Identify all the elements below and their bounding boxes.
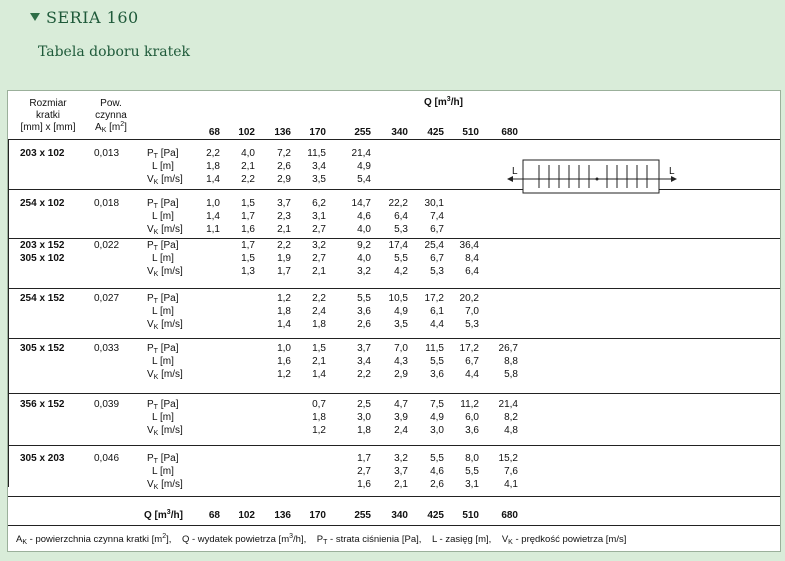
pressure-loss-label: $P_T$ [Pa] bbox=[147, 453, 179, 465]
value-cell: 17,2 bbox=[424, 293, 444, 304]
value-cell: 7,0 bbox=[394, 343, 408, 354]
value-cell: 2,7 bbox=[312, 224, 326, 235]
value-cell: 6,4 bbox=[465, 266, 479, 277]
value-cell: 6,0 bbox=[465, 412, 479, 423]
value-cell: 30,1 bbox=[424, 198, 444, 209]
value-cell: 25,4 bbox=[424, 240, 444, 251]
velocity-label: $V_K$ [m/s] bbox=[147, 425, 183, 437]
pressure-loss-label: $P_T$ [Pa] bbox=[147, 343, 179, 355]
legend: $A_K$ - powierzchnia czynna kratki $[m^2]$, Q - wydatek powietrza $[m^3/h]$, $P_T$ - strata ciśnienia [Pa], L - zasięg [m], $V_K$ - prędkość powietrza [m/s] bbox=[16, 533, 627, 546]
area-head-unit: $A_K$ $[m^2]$ bbox=[95, 121, 127, 134]
value-cell: 7,6 bbox=[504, 466, 518, 477]
grille-size: 203 x 152 bbox=[20, 240, 65, 251]
grille-size: 203 x 102 bbox=[20, 148, 65, 159]
grille-size: 305 x 203 bbox=[20, 453, 65, 464]
row-separator bbox=[8, 445, 780, 446]
value-cell: 3,4 bbox=[357, 356, 371, 367]
value-cell: 2,7 bbox=[312, 253, 326, 264]
pressure-loss-label: $P_T$ [Pa] bbox=[147, 240, 179, 252]
value-cell: 4,2 bbox=[394, 266, 408, 277]
value-cell: 22,2 bbox=[388, 198, 408, 209]
value-cell: 6,2 bbox=[312, 198, 326, 209]
value-cell: 1,3 bbox=[241, 266, 255, 277]
value-cell: 3,7 bbox=[394, 466, 408, 477]
value-cell: 5,5 bbox=[357, 293, 371, 304]
value-cell: 17,2 bbox=[459, 343, 479, 354]
value-cell: 1,0 bbox=[206, 198, 220, 209]
value-cell: 11,2 bbox=[460, 399, 479, 410]
q-column-foot: 136 bbox=[274, 510, 291, 521]
value-cell: 1,4 bbox=[206, 211, 220, 222]
value-cell: 1,1 bbox=[206, 224, 220, 235]
value-cell: 4,6 bbox=[430, 466, 444, 477]
value-cell: 1,5 bbox=[312, 343, 326, 354]
value-cell: 3,9 bbox=[394, 412, 408, 423]
value-cell: 5,4 bbox=[357, 174, 371, 185]
value-cell: 1,7 bbox=[241, 211, 255, 222]
value-cell: 17,4 bbox=[388, 240, 408, 251]
grille-size: 305 x 102 bbox=[20, 253, 65, 264]
value-cell: 1,5 bbox=[241, 198, 255, 209]
q-column-head: 170 bbox=[309, 127, 326, 138]
throw-label: L [m] bbox=[152, 211, 174, 222]
q-head-bottom: Q $[m^3/h]$ bbox=[144, 509, 183, 521]
value-cell: 3,0 bbox=[430, 425, 444, 436]
value-cell: 1,9 bbox=[277, 253, 291, 264]
row-separator bbox=[8, 288, 780, 289]
throw-label: L [m] bbox=[152, 356, 174, 367]
value-cell: 3,6 bbox=[430, 369, 444, 380]
table-subtitle: Tabela doboru kratek bbox=[38, 44, 190, 60]
value-cell: 3,6 bbox=[357, 306, 371, 317]
value-cell: 1,4 bbox=[277, 319, 291, 330]
q-column-head: 340 bbox=[391, 127, 408, 138]
q-column-head: 680 bbox=[501, 127, 518, 138]
value-cell: 4,6 bbox=[357, 211, 371, 222]
pressure-loss-label: $P_T$ [Pa] bbox=[147, 399, 179, 411]
value-cell: 9,2 bbox=[357, 240, 371, 251]
value-cell: 6,4 bbox=[394, 211, 408, 222]
selection-table bbox=[7, 90, 781, 552]
value-cell: 3,1 bbox=[312, 211, 326, 222]
q-column-head: 425 bbox=[427, 127, 444, 138]
q-column-foot: 510 bbox=[462, 510, 479, 521]
q-column-foot: 340 bbox=[391, 510, 408, 521]
value-cell: 0,7 bbox=[312, 399, 326, 410]
value-cell: 2,6 bbox=[277, 161, 291, 172]
value-cell: 1,7 bbox=[277, 266, 291, 277]
value-cell: 4,4 bbox=[430, 319, 444, 330]
value-cell: 6,7 bbox=[465, 356, 479, 367]
q-column-head: 255 bbox=[354, 127, 371, 138]
q-column-foot: 255 bbox=[354, 510, 371, 521]
row-separator bbox=[8, 238, 780, 239]
value-cell: 1,5 bbox=[241, 253, 255, 264]
q-column-head: 68 bbox=[208, 127, 220, 138]
value-cell: 1,8 bbox=[312, 319, 326, 330]
value-cell: 2,6 bbox=[357, 319, 371, 330]
divider-footer bbox=[8, 525, 780, 526]
value-cell: 1,8 bbox=[357, 425, 371, 436]
throw-label: L [m] bbox=[152, 253, 174, 264]
value-cell: 1,6 bbox=[277, 356, 291, 367]
value-cell: 2,4 bbox=[312, 306, 326, 317]
value-cell: 8,8 bbox=[504, 356, 518, 367]
value-cell: 2,5 bbox=[357, 399, 371, 410]
value-cell: 4,7 bbox=[394, 399, 408, 410]
airflow-diagram bbox=[503, 157, 678, 197]
active-area: 0,033 bbox=[94, 343, 120, 354]
value-cell: 1,4 bbox=[206, 174, 220, 185]
value-cell: 5,3 bbox=[465, 319, 479, 330]
size-head-1: Rozmiar bbox=[29, 98, 67, 109]
value-cell: 1,4 bbox=[312, 369, 326, 380]
value-cell: 2,4 bbox=[394, 425, 408, 436]
range-label-right: L bbox=[669, 166, 675, 177]
value-cell: 4,0 bbox=[241, 148, 255, 159]
value-cell: 6,7 bbox=[430, 224, 444, 235]
grille-size: 305 x 152 bbox=[20, 343, 65, 354]
value-cell: 5,5 bbox=[465, 466, 479, 477]
active-area: 0,022 bbox=[94, 240, 120, 251]
value-cell: 3,5 bbox=[394, 319, 408, 330]
value-cell: 7,5 bbox=[430, 399, 444, 410]
value-cell: 1,8 bbox=[206, 161, 220, 172]
throw-label: L [m] bbox=[152, 161, 174, 172]
value-cell: 7,4 bbox=[430, 211, 444, 222]
value-cell: 4,8 bbox=[504, 425, 518, 436]
value-cell: 10,5 bbox=[388, 293, 408, 304]
value-cell: 2,1 bbox=[277, 224, 291, 235]
value-cell: 8,4 bbox=[465, 253, 479, 264]
value-cell: 5,5 bbox=[394, 253, 408, 264]
value-cell: 2,6 bbox=[430, 479, 444, 490]
value-cell: 3,1 bbox=[465, 479, 479, 490]
velocity-label: $V_K$ [m/s] bbox=[147, 369, 183, 381]
value-cell: 3,6 bbox=[465, 425, 479, 436]
value-cell: 4,9 bbox=[394, 306, 408, 317]
range-label-left: L bbox=[512, 166, 518, 177]
q-column-foot: 680 bbox=[501, 510, 518, 521]
q-column-head: 136 bbox=[274, 127, 291, 138]
value-cell: 4,3 bbox=[394, 356, 408, 367]
value-cell: 5,5 bbox=[430, 356, 444, 367]
value-cell: 36,4 bbox=[459, 240, 479, 251]
velocity-label: $V_K$ [m/s] bbox=[147, 224, 183, 236]
row-separator bbox=[8, 496, 780, 497]
divider-header bbox=[8, 139, 780, 140]
value-cell: 2,7 bbox=[357, 466, 371, 477]
row-separator bbox=[8, 338, 780, 339]
active-area: 0,013 bbox=[94, 148, 120, 159]
value-cell: 26,7 bbox=[498, 343, 518, 354]
value-cell: 1,6 bbox=[357, 479, 371, 490]
pressure-loss-label: $P_T$ [Pa] bbox=[147, 293, 179, 305]
size-head-3: [mm] x [mm] bbox=[20, 122, 76, 133]
active-area: 0,039 bbox=[94, 399, 120, 410]
series-title: SERIA 160 bbox=[30, 8, 139, 27]
q-column-foot: 68 bbox=[208, 510, 220, 521]
velocity-label: $V_K$ [m/s] bbox=[147, 319, 183, 331]
value-cell: 1,2 bbox=[277, 293, 291, 304]
value-cell: 4,0 bbox=[357, 224, 371, 235]
value-cell: 5,3 bbox=[394, 224, 408, 235]
value-cell: 1,2 bbox=[312, 425, 326, 436]
area-head-1: Pow. bbox=[100, 98, 122, 109]
value-cell: 1,6 bbox=[241, 224, 255, 235]
value-cell: 2,2 bbox=[206, 148, 220, 159]
value-cell: 3,7 bbox=[277, 198, 291, 209]
value-cell: 7,0 bbox=[465, 306, 479, 317]
active-area: 0,027 bbox=[94, 293, 120, 304]
value-cell: 6,7 bbox=[430, 253, 444, 264]
grille-size: 254 x 102 bbox=[20, 198, 65, 209]
value-cell: 3,7 bbox=[357, 343, 371, 354]
value-cell: 2,1 bbox=[241, 161, 255, 172]
value-cell: 3,4 bbox=[312, 161, 326, 172]
value-cell: 2,2 bbox=[357, 369, 371, 380]
q-column-foot: 170 bbox=[309, 510, 326, 521]
value-cell: 2,1 bbox=[312, 266, 326, 277]
value-cell: 1,8 bbox=[277, 306, 291, 317]
divider-vertical bbox=[8, 139, 9, 487]
grille-size: 254 x 152 bbox=[20, 293, 65, 304]
value-cell: 2,2 bbox=[312, 293, 326, 304]
q-column-foot: 102 bbox=[238, 510, 255, 521]
throw-label: L [m] bbox=[152, 466, 174, 477]
value-cell: 15,2 bbox=[498, 453, 518, 464]
value-cell: 7,2 bbox=[277, 148, 291, 159]
value-cell: 4,0 bbox=[357, 253, 371, 264]
value-cell: 21,4 bbox=[351, 148, 371, 159]
value-cell: 3,5 bbox=[312, 174, 326, 185]
value-cell: 8,2 bbox=[504, 412, 518, 423]
value-cell: 4,9 bbox=[430, 412, 444, 423]
value-cell: 21,4 bbox=[498, 399, 518, 410]
value-cell: 3,2 bbox=[357, 266, 371, 277]
value-cell: 1,7 bbox=[241, 240, 255, 251]
value-cell: 4,4 bbox=[465, 369, 479, 380]
value-cell: 2,1 bbox=[312, 356, 326, 367]
value-cell: 3,2 bbox=[312, 240, 326, 251]
value-cell: 1,8 bbox=[312, 412, 326, 423]
active-area: 0,018 bbox=[94, 198, 120, 209]
value-cell: 20,2 bbox=[459, 293, 479, 304]
velocity-label: $V_K$ [m/s] bbox=[147, 174, 183, 186]
value-cell: 4,1 bbox=[504, 479, 518, 490]
pressure-loss-label: $P_T$ [Pa] bbox=[147, 148, 179, 160]
value-cell: 5,3 bbox=[430, 266, 444, 277]
velocity-label: $V_K$ [m/s] bbox=[147, 479, 183, 491]
value-cell: 5,8 bbox=[504, 369, 518, 380]
value-cell: 8,0 bbox=[465, 453, 479, 464]
value-cell: 6,1 bbox=[430, 306, 444, 317]
q-column-head: 102 bbox=[238, 127, 255, 138]
triangle-down-icon bbox=[30, 13, 40, 21]
value-cell: 2,9 bbox=[394, 369, 408, 380]
value-cell: 1,0 bbox=[277, 343, 291, 354]
value-cell: 1,2 bbox=[277, 369, 291, 380]
value-cell: 3,2 bbox=[394, 453, 408, 464]
q-column-foot: 425 bbox=[427, 510, 444, 521]
value-cell: 14,7 bbox=[351, 198, 371, 209]
size-head-2: kratki bbox=[36, 110, 60, 121]
value-cell: 2,2 bbox=[241, 174, 255, 185]
value-cell: 2,1 bbox=[394, 479, 408, 490]
value-cell: 1,7 bbox=[357, 453, 371, 464]
active-area: 0,046 bbox=[94, 453, 120, 464]
throw-label: L [m] bbox=[152, 412, 174, 423]
value-cell: 2,3 bbox=[277, 211, 291, 222]
pressure-loss-label: $P_T$ [Pa] bbox=[147, 198, 179, 210]
velocity-label: $V_K$ [m/s] bbox=[147, 266, 183, 278]
grille-size: 356 x 152 bbox=[20, 399, 65, 410]
value-cell: 11,5 bbox=[425, 343, 444, 354]
value-cell: 3,0 bbox=[357, 412, 371, 423]
value-cell: 2,9 bbox=[277, 174, 291, 185]
area-head-2: czynna bbox=[95, 110, 127, 121]
q-head-top: Q $[m^3/h]$ bbox=[424, 96, 463, 108]
throw-label: L [m] bbox=[152, 306, 174, 317]
q-column-head: 510 bbox=[462, 127, 479, 138]
value-cell: 4,9 bbox=[357, 161, 371, 172]
value-cell: 11,5 bbox=[307, 148, 326, 159]
value-cell: 2,2 bbox=[277, 240, 291, 251]
value-cell: 5,5 bbox=[430, 453, 444, 464]
row-separator bbox=[8, 393, 780, 394]
